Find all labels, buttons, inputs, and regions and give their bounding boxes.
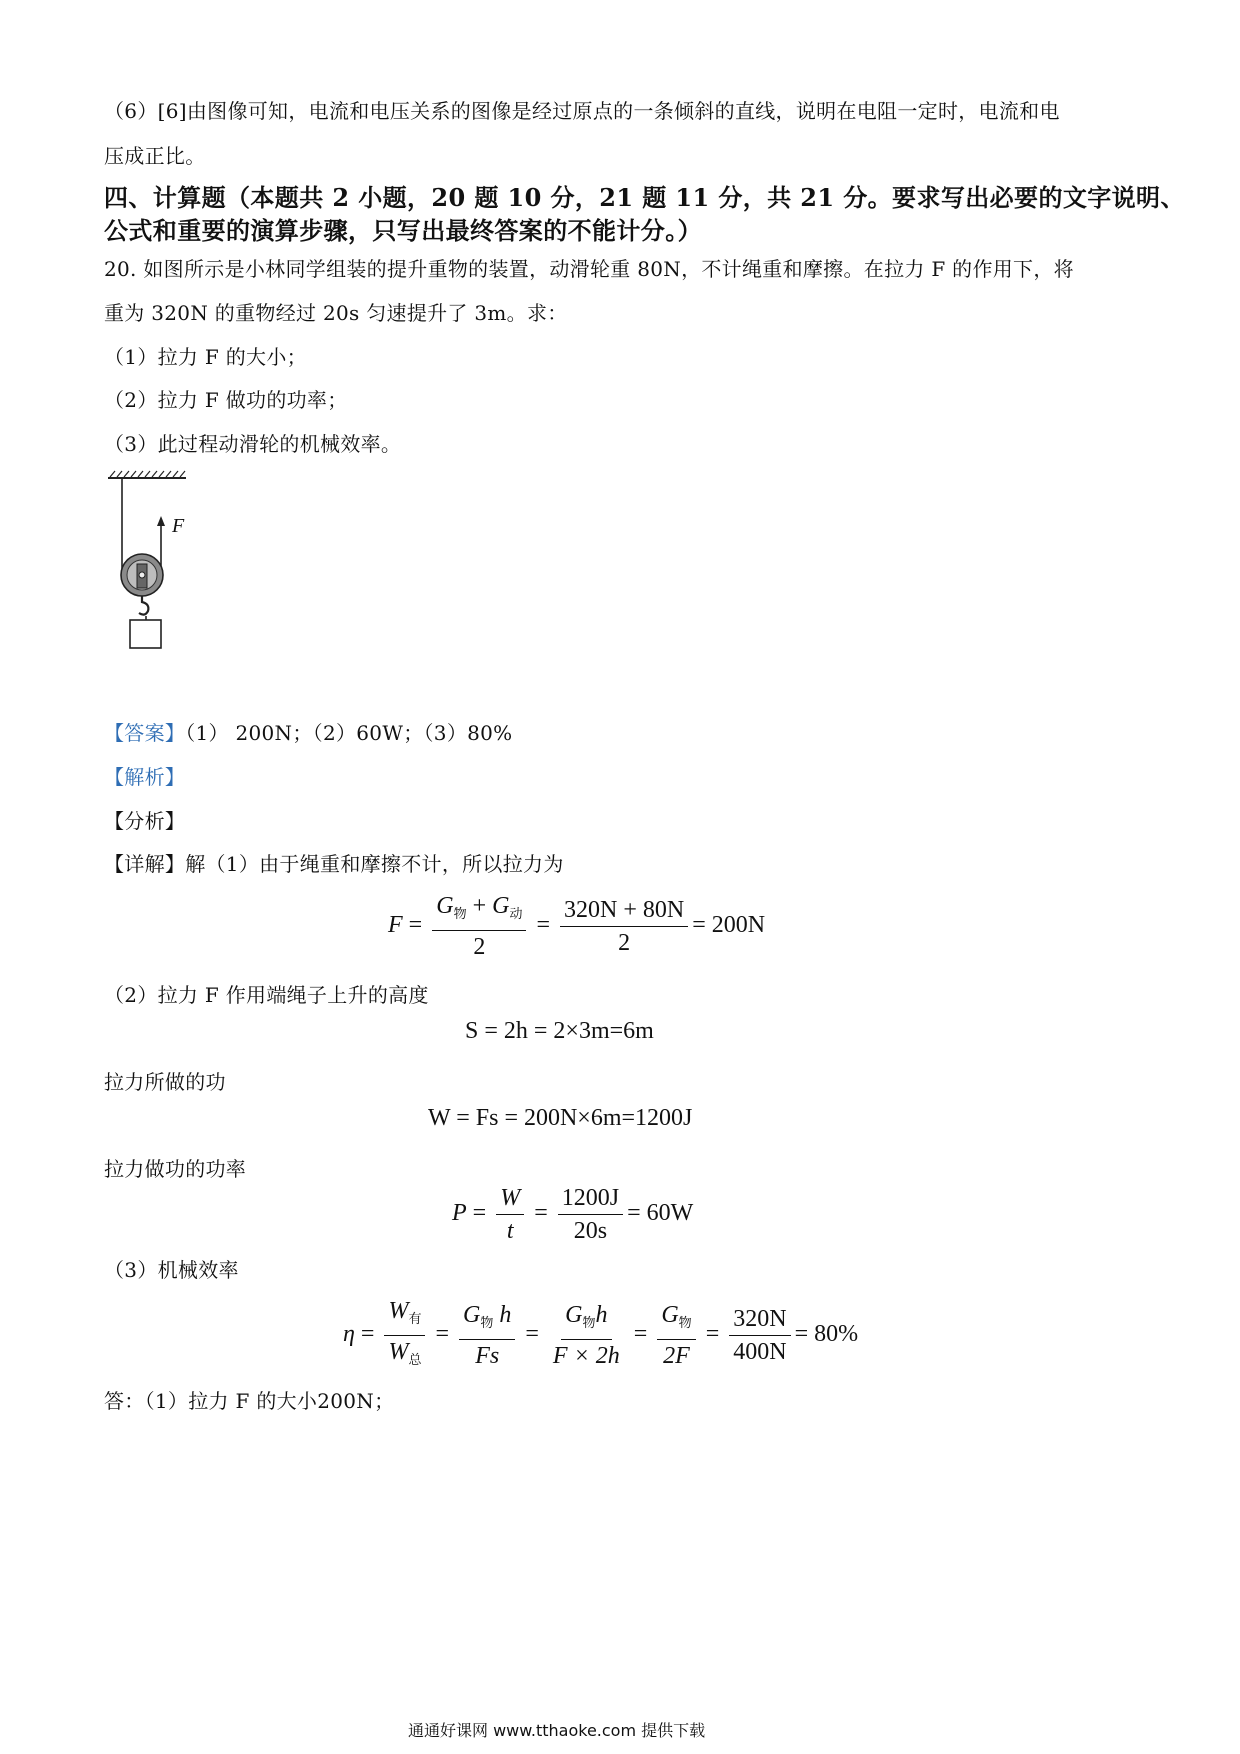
eq5-n4sub: 物 [678, 1315, 692, 1330]
eq4-den2: 20s [573, 1218, 608, 1244]
detail-intro-line [104, 848, 564, 877]
eq5-n1sub: 有 [408, 1311, 422, 1326]
eq5-d3: F × 2h [552, 1343, 620, 1369]
eq1-result: = 200N [692, 912, 766, 939]
question-sub-1: （1）拉力 F 的大小； [104, 345, 307, 369]
equation-force: F = $\frac{G_物 + G_动}{2}$ = $\frac{320N + 80N}{2}$ = 200N [388, 893, 766, 960]
eq4-num: W [496, 1184, 524, 1215]
equation-work: W = Fs = 200N×6m=1200J [428, 1105, 693, 1131]
detail-tag: 【详解】 [104, 852, 186, 876]
step-3-label: （3）机械效率 [104, 1258, 239, 1282]
eq4-lhs: P [452, 1200, 467, 1227]
section-heading-line-2: 公式和重要的演算步骤，只写出最终答案的不能计分。） [104, 216, 702, 245]
conclusion-line: 答：（1）拉力 F 的大小200N； [104, 1389, 395, 1413]
eq5-n3: G [565, 1302, 583, 1328]
eq5-n2: G [463, 1302, 481, 1328]
eq5-n2sub: 物 [480, 1315, 494, 1330]
eq5-n5: 320N [729, 1305, 790, 1336]
equation-power: P = $\frac{W}{t}$ = $\frac{1200J}{20s}$ = 60W [452, 1185, 694, 1244]
question-line-1: 20. 如图所示是小林同学组装的提升重物的装置，动滑轮重 80N，不计绳重和摩擦。在拉力 F 的作用下，将 [104, 257, 1074, 281]
equation-distance: S = 2h = 2×3m=6m [465, 1018, 654, 1044]
question-sub-3: （3）此过程动滑轮的机械效率。 [104, 432, 402, 456]
prev-line-2: 压成正比。 [104, 144, 206, 168]
work-label: 拉力所做的功 [104, 1070, 226, 1094]
eq1-plus: + [472, 893, 487, 919]
figure-force-label: F [172, 515, 185, 537]
eq5-n1: W [388, 1298, 409, 1324]
equation-efficiency: η = $\frac{W_有}{W_总}$ = $\frac{G_物 h}{Fs}$ = $\frac{G_物h}{F \times 2h}$ = $\frac{G_物}{2F}$ = $\frac{320N}{400N}$ = 80% [343, 1298, 859, 1369]
eq5-n4: G [661, 1302, 679, 1328]
eq1-den2: 2 [618, 930, 631, 956]
eq1-g1: G [436, 893, 454, 919]
eq5-n3h: h [595, 1302, 608, 1328]
answer-tag: 【答案】 [104, 721, 186, 745]
footer-text: 通通好课网 www.tthaoke.com 提供下载 [408, 1721, 706, 1740]
eq5-d4: 2F [663, 1343, 690, 1369]
detail-intro: 解（1）由于绳重和摩擦不计，所以拉力为 [185, 852, 564, 876]
eq5-d5: 400N [733, 1339, 787, 1365]
power-label: 拉力做功的功率 [104, 1157, 247, 1181]
eq5-n2h: h [499, 1302, 512, 1328]
section-heading-line-1: 四、计算题（本题共 2 小题，20 题 10 分，21 题 11 分，共 21 分。要求写出必要的文字说明、 [104, 183, 1185, 212]
analysis-tag: 【解析】 [104, 765, 186, 789]
eq1-sub-wu: 物 [453, 906, 467, 921]
answer-text: （1） 200N；（2）60W；（3）80% [185, 721, 513, 745]
answer-line [104, 717, 512, 746]
eq5-d1sub: 总 [408, 1352, 422, 1367]
fenxi-tag: 【分析】 [104, 809, 186, 833]
eq5-d2: Fs [475, 1343, 500, 1369]
step-2-label: （2）拉力 F 作用端绳子上升的高度 [104, 983, 429, 1007]
eq5-eta: η [343, 1321, 355, 1348]
eq1-den: 2 [473, 934, 486, 960]
eq1-num2: 320N + 80N [560, 896, 688, 927]
question-sub-2: （2）拉力 F 做功的功率； [104, 388, 348, 412]
eq5-n3sub: 物 [582, 1315, 596, 1330]
eq1-g2: G [492, 893, 510, 919]
eq1-lhs: F [388, 912, 403, 939]
question-line-2: 重为 320N 的重物经过 20s 匀速提升了 3m。求： [104, 301, 568, 325]
eq4-result: = 60W [627, 1200, 694, 1227]
eq4-num2: 1200J [558, 1184, 623, 1215]
eq5-d1: W [388, 1339, 409, 1365]
eq4-den: t [506, 1218, 514, 1244]
eq5-result: = 80% [794, 1321, 859, 1348]
pulley-figure [100, 468, 210, 658]
eq1-sub-dong: 动 [509, 906, 523, 921]
prev-line-1: （6）[6]由图像可知，电流和电压关系的图像是经过原点的一条倾斜的直线，说明在电阻一定时，电流和电 [104, 99, 1060, 123]
